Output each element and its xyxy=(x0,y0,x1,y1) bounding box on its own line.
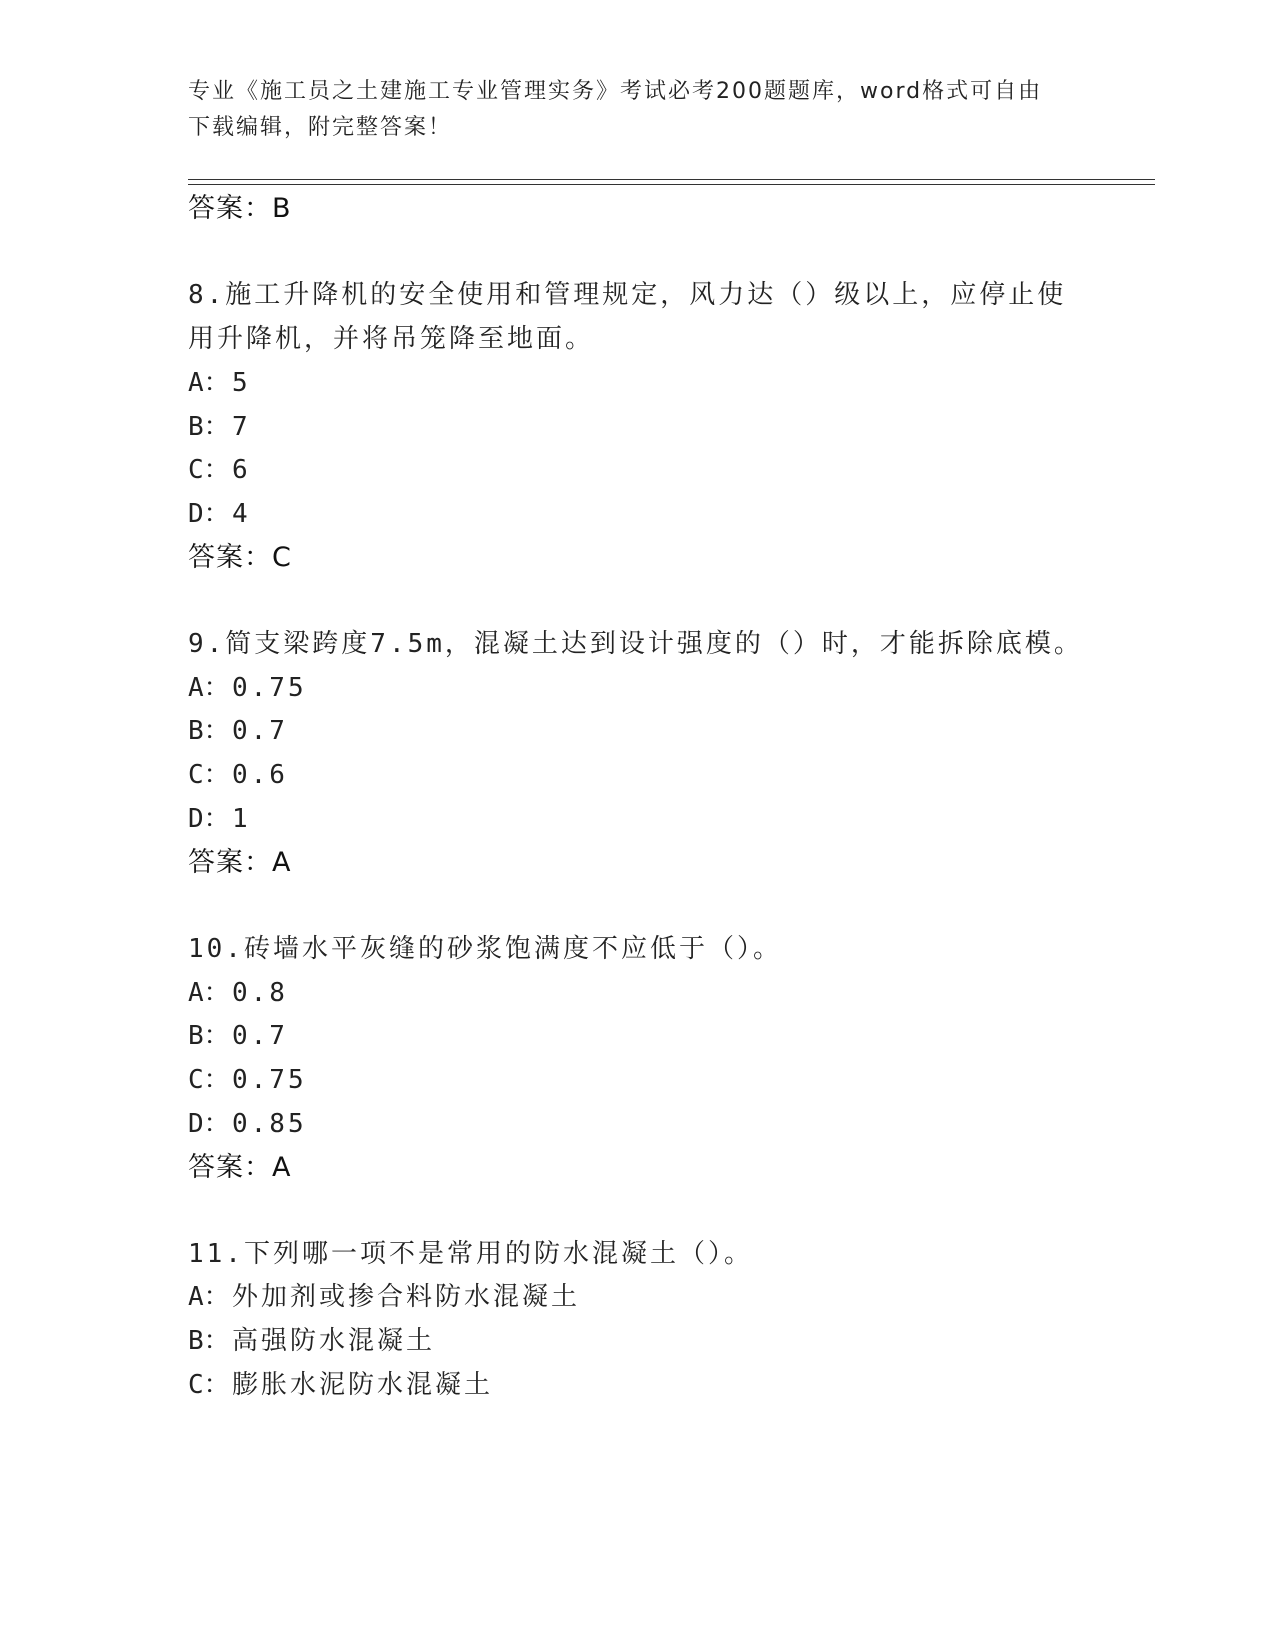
question-11-option-b xyxy=(188,1320,435,1357)
option-label: D： xyxy=(188,499,230,529)
option-label: C： xyxy=(188,1370,230,1400)
option-text: 0.8 xyxy=(232,978,288,1008)
option-text: 5 xyxy=(232,368,251,398)
option-text: 0.75 xyxy=(232,673,307,703)
option-label: D： xyxy=(188,1109,230,1139)
document-header xyxy=(188,74,1068,146)
option-text: 0.7 xyxy=(232,1021,288,1051)
question-11-option-c xyxy=(188,1364,493,1401)
option-label: A： xyxy=(188,673,230,703)
option-label: B： xyxy=(188,1021,230,1051)
option-text: 7 xyxy=(232,412,251,442)
question-10-option-d xyxy=(188,1103,307,1140)
option-text: 外加剂或掺合料防水混凝土 xyxy=(232,1282,581,1312)
question-9-option-d xyxy=(188,798,251,835)
option-label: B： xyxy=(188,1326,230,1356)
question-8-option-b xyxy=(188,406,251,443)
question-9-option-c xyxy=(188,754,288,791)
header-line-1: 专业《施工员之土建施工专业管理实务》考试必考200题题库，word格式可自由 xyxy=(188,79,1043,104)
option-text: 6 xyxy=(232,455,251,485)
header-divider-top xyxy=(188,179,1155,180)
question-10-stem: 10.砖墙水平灰缝的砂浆饱满度不应低于（）。 xyxy=(188,934,782,964)
option-label: B： xyxy=(188,716,230,746)
option-label: C： xyxy=(188,1065,230,1095)
option-label: A： xyxy=(188,368,230,398)
option-label: A： xyxy=(188,1282,230,1312)
question-9-answer: 答案：A xyxy=(188,847,292,878)
question-9-option-b xyxy=(188,710,288,747)
option-text: 0.7 xyxy=(232,716,288,746)
question-8-stem-line-1: 8.施工升降机的安全使用和管理规定，风力达（）级以上，应停止使 xyxy=(188,280,1067,310)
option-label: C： xyxy=(188,760,230,790)
option-text: 1 xyxy=(232,804,251,834)
option-label: B： xyxy=(188,412,230,442)
option-text: 0.75 xyxy=(232,1065,307,1095)
option-label: C： xyxy=(188,455,230,485)
question-9-stem: 9.简支梁跨度7.5m，混凝土达到设计强度的（）时，才能拆除底模。 xyxy=(188,629,1083,659)
option-text: 膨胀水泥防水混凝土 xyxy=(232,1370,494,1400)
question-8-answer: 答案：C xyxy=(188,542,292,573)
question-8-option-d xyxy=(188,493,251,530)
option-text: 0.6 xyxy=(232,760,288,790)
option-label: D： xyxy=(188,804,230,834)
header-divider-bottom xyxy=(188,184,1155,185)
question-8-stem-line-2: 用升降机，并将吊笼降至地面。 xyxy=(188,324,595,354)
question-11-option-a xyxy=(188,1276,580,1313)
question-11-stem: 11.下列哪一项不是常用的防水混凝土（）。 xyxy=(188,1239,753,1269)
option-label: A： xyxy=(188,978,230,1008)
question-9-option-a xyxy=(188,667,307,704)
header-line-2: 下载编辑，附完整答案！ xyxy=(188,115,453,140)
question-10-option-a xyxy=(188,972,288,1009)
question-10-answer: 答案：A xyxy=(188,1152,292,1183)
question-10-option-b xyxy=(188,1015,288,1052)
previous-answer: 答案：B xyxy=(188,193,292,224)
option-text: 高强防水混凝土 xyxy=(232,1326,436,1356)
question-10-option-c xyxy=(188,1059,307,1096)
option-text: 4 xyxy=(232,499,251,529)
question-8-option-c xyxy=(188,449,251,486)
option-text: 0.85 xyxy=(232,1109,307,1139)
question-8-option-a xyxy=(188,362,251,399)
